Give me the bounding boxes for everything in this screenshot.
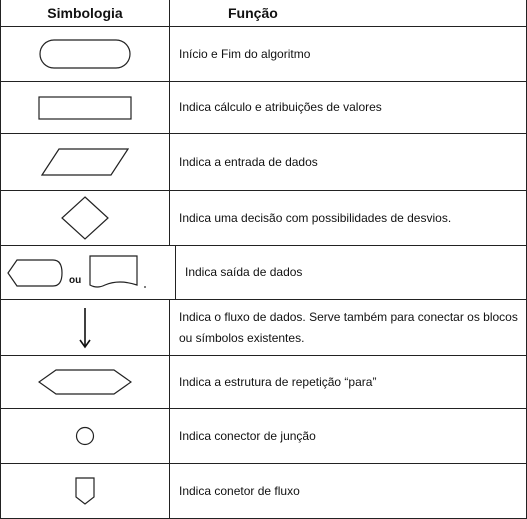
flow-arrow-icon — [78, 307, 92, 349]
offpage-shape-icon — [75, 477, 95, 505]
junction-shape-icon — [75, 426, 95, 446]
function-cell: Indica a entrada de dados — [179, 154, 318, 169]
function-cell: Indica conector de junção — [179, 428, 316, 443]
symbol-cell — [1, 356, 170, 408]
header-function: Função — [228, 5, 278, 21]
symbol-cell — [1, 409, 170, 463]
or-label: ou — [69, 275, 82, 286]
process-shape-icon — [38, 96, 132, 120]
symbol-cell — [1, 246, 176, 299]
table-row — [1, 409, 526, 464]
table-row — [1, 134, 526, 191]
document-shape-icon — [89, 255, 149, 291]
loop-shape-icon — [38, 369, 132, 395]
table-row — [1, 82, 526, 134]
symbol-cell — [1, 464, 170, 518]
symbol-cell — [1, 134, 170, 190]
decision-shape-icon — [61, 196, 109, 240]
function-cell: Indica uma decisão com possibilidades de desvios. — [179, 210, 452, 225]
function-cell: Indica conetor de fluxo — [179, 483, 300, 498]
table-row — [1, 356, 526, 409]
table-row — [1, 27, 526, 82]
symbol-cell — [1, 191, 170, 245]
table-row — [1, 300, 526, 356]
input-shape-icon — [41, 148, 129, 176]
function-cell: Indica cálculo e atribuições de valores — [179, 100, 382, 114]
table-row — [1, 246, 526, 300]
display-shape-icon — [7, 259, 63, 287]
symbol-cell — [1, 82, 170, 133]
function-cell: Indica a estrutura de repetição “para” — [179, 374, 377, 389]
header-symbol: Simbologia — [1, 0, 170, 26]
table-row — [1, 191, 526, 246]
function-cell: Indica saída de dados — [185, 265, 303, 279]
symbol-cell — [1, 27, 170, 81]
symbol-cell — [1, 300, 170, 355]
function-cell: Indica o fluxo de dados. Serve também para conectar os blocos ou símbolos existentes. — [179, 309, 518, 345]
table-header — [1, 0, 526, 27]
function-cell: Início e Fim do algoritmo — [179, 46, 311, 61]
terminal-shape-icon — [39, 39, 131, 69]
table-row — [1, 464, 526, 519]
